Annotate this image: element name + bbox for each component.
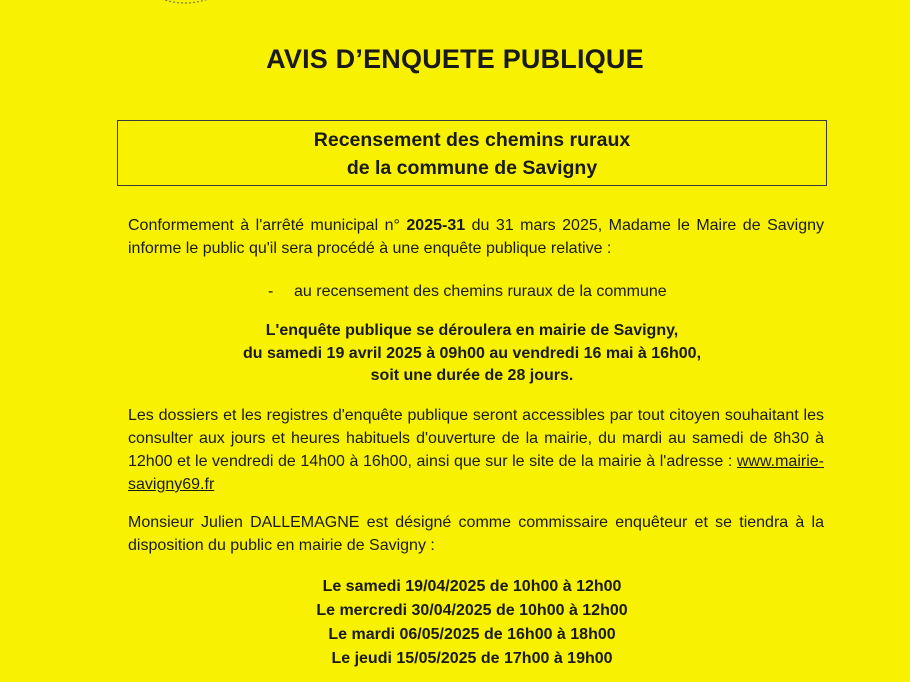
- subject-box: [117, 120, 827, 186]
- dates-line-1: L'enquête publique se déroulera en mairie de Savigny,: [265, 322, 679, 339]
- access-paragraph: [128, 404, 824, 496]
- enquiry-dates: [0, 320, 910, 388]
- schedule-item: Le mercredi 30/04/2025 de 10h00 à 12h00: [316, 602, 628, 619]
- dates-line-3: soit une durée de 28 jours.: [370, 367, 574, 384]
- access-text: Les dossiers et les registres d'enquête publique seront accessibles par tout citoyen souhaitant les consulter aux jours et heures habituels d'ouverture de la mairie, du mardi au samedi de 8h30 à 12h00 et le vendredi de 14h00 à 16h00, ainsi que sur le site de la mairie à l'adresse :: [128, 407, 824, 470]
- commissioner-text: Monsieur Julien DALLEMAGNE est désigné comme commissaire enquêteur et se tiendra à la disposition du public en mairie de Savigny :: [128, 514, 824, 554]
- intro-text-after: du 31 mars 2025, Madame le Maire de Savigny informe le public qu'il sera procédé à une enquête publique relative :: [128, 217, 825, 257]
- schedule-item: Le mardi 06/05/2025 de 16h00 à 18h00: [328, 626, 616, 643]
- seal-fragment: [150, 0, 220, 10]
- intro-paragraph: [128, 214, 824, 260]
- schedule-item: Le jeudi 15/05/2025 de 17h00 à 19h00: [331, 650, 613, 667]
- subject-line-1: Recensement des chemins ruraux: [313, 129, 631, 151]
- page-title: AVIS D’ENQUETE PUBLIQUE: [266, 44, 644, 74]
- permanence-schedule: [0, 575, 910, 671]
- decree-number: 2025-31: [406, 217, 466, 234]
- item-text: au recensement des chemins ruraux de la commune: [294, 283, 667, 300]
- dates-line-2: du samedi 19 avril 2025 à 09h00 au vendredi 16 mai à 16h00,: [242, 344, 702, 362]
- list-item: [268, 280, 667, 303]
- schedule-item: Le samedi 19/04/2025 de 10h00 à 12h00: [322, 578, 622, 595]
- commissioner-paragraph: [128, 511, 824, 557]
- website-link[interactable]: www.mairie-savigny69.fr: [128, 453, 824, 493]
- intro-text-before: Conformement à l'arrêté municipal n°: [128, 217, 407, 234]
- subject-line-2: de la commune de Savigny: [346, 157, 598, 179]
- item-dash: -: [268, 283, 274, 300]
